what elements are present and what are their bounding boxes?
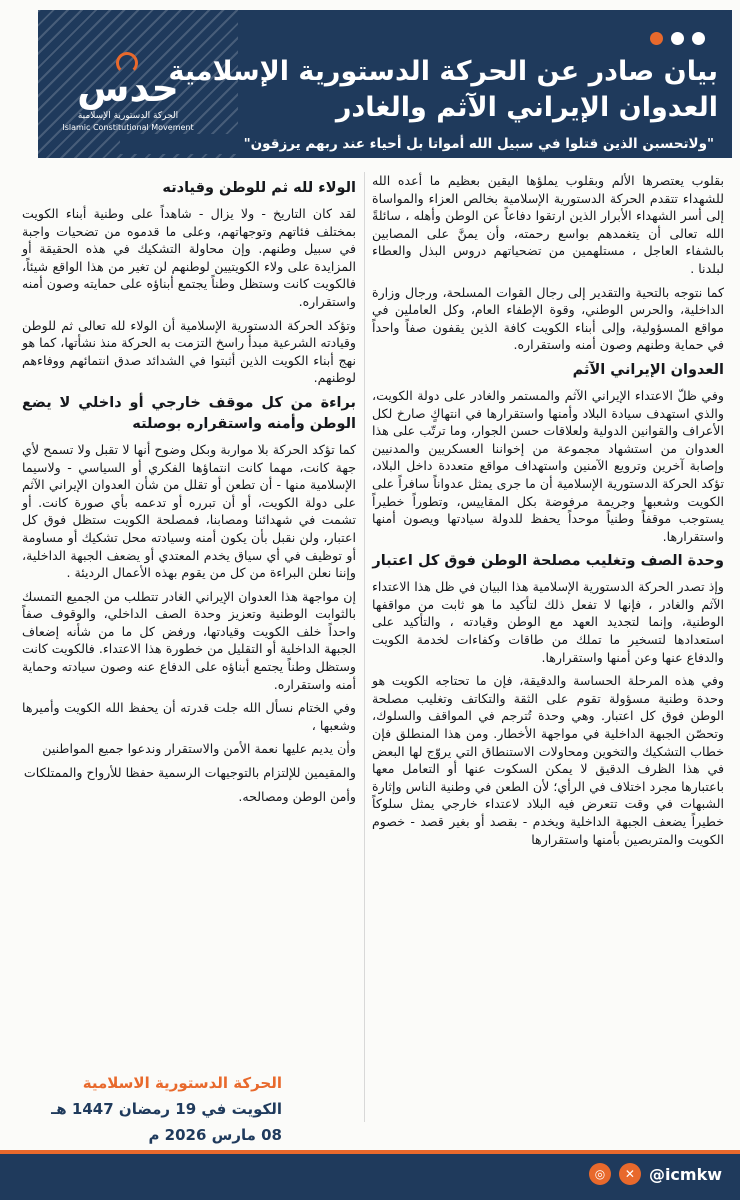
paragraph: وفي الختام نسأل الله جلت قدرته أن يحفظ الله الكويت وأميرها وشعبها ، bbox=[22, 700, 356, 733]
paragraph: إن مواجهة هذا العدوان الإيراني الغادر تتطلب من الجميع التمسك بالثوابت الوطنية وتعزيز وحدة الصف الداخلي، والوقوف صفاً واحداً خلف الكويت وقيادتها، ورفض كل ما من شأنه إضعاف الجبهة الداخلية أو التقليل من خطورة هذا الاعتداء. فالكويت كانت وستظل وطناً يجتمع أبناؤه على الدفاع عنه وصون سيادته وحماية أمنه واستقراره. bbox=[22, 588, 356, 692]
left-column bbox=[22, 172, 356, 811]
signature-gregorian-date: 08 مارس 2026 م bbox=[148, 1126, 282, 1144]
handle-text: @icmkw bbox=[648, 1164, 722, 1184]
orange-dot-icon bbox=[650, 32, 663, 45]
paragraph: وأمن الوطن ومصالحه. bbox=[238, 788, 356, 804]
paragraph: وتؤكد الحركة الدستورية الإسلامية أن الولاء لله تعالى ثم للوطن وقيادته الشرعية مبدأ راسخ التزمت به الحركة منذ نشأتها، كما هو نهج أبناء الكويت الذين أثبتوا في الشدائد صدق انتمائهم ووفاءهم لوطنهم. bbox=[22, 317, 356, 386]
logo-mark: حدس bbox=[77, 66, 179, 110]
signature-organization: الحركة الدستورية الاسلامية bbox=[82, 1074, 282, 1092]
page-subtitle: العدوان الإيراني الآثم والغادر bbox=[335, 92, 718, 123]
section-heading: العدوان الإيراني الآثم bbox=[572, 361, 724, 378]
signature-hijri-date: الكويت في 19 رمضان 1447 هـ bbox=[51, 1100, 282, 1118]
section-heading: براءة من كل موقف خارجي أو داخلي لا يضع الوطن وأمنه واستقراره بوصلته bbox=[22, 394, 356, 432]
logo-subtitle-en: Islamic Constitutional Movement bbox=[62, 123, 194, 132]
paragraph: وفي ظلّ الاعتداء الإيراني الآثم والمستمر والغادر على دولة الكويت، والذي استهدف سيادة البلاد وأمنها واستقرارها في انتهاكٍ صارخ لكل الأعراف والقوانين الدولية ولعلاقات حسن الجوار، وما ترتّب على هذا العدوان من استشهاد مجموعة من إخواننا العسكريين والمدنيين وإصابة آخرين وترويع الآمنين واستهداف مواقع متعددة داخل البلاد، تؤكد الحركة الدستورية الإسلامية أن ما جرى يمثل عدواناً سافراً على الكويت وشعبها وجريمة مرفوضة بكل المقاييس، وتطوراً خطيراً يستوجب موقفاً وطنياً موحداً يحفظ للدولة سيادتها ويصون أمنها واستقرارها. bbox=[372, 387, 724, 544]
right-column bbox=[372, 172, 724, 854]
paragraph: بقلوب يعتصرها الألم وبقلوب يملؤها اليقين بعظيم ما أعده الله للشهداء تتقدم الحركة الدستورية الإسلامية بخالص العزاء والمواساة إلى أسر الشهداء الأبرار الذين ارتقوا دفاعاً عن الوطن وأهله ، سائلةً الله تعالى أن يتغمدهم بواسع رحمته، وأن يمنَّ على المصابين بالشفاء العاجل ، مستلهمين من تضحياتهم دروس البذل والعطاء لبلدنا . bbox=[372, 173, 724, 276]
logo-subtitle-ar: الحركة الدستورية الإسلامية bbox=[77, 111, 179, 121]
instagram-icon: ◎ bbox=[589, 1163, 611, 1185]
window-dots bbox=[650, 32, 705, 45]
quran-quote: "ولاتحسبن الذين قتلوا في سبيل الله أمواتا بل أحياء عند ربهم يرزقون" bbox=[120, 134, 720, 154]
statement-body bbox=[0, 172, 740, 1132]
paragraph: كما نتوجه بالتحية والتقدير إلى رجال القوات المسلحة، ورجال وزارة الداخلية، والحرس الوطني، وقوة الإطفاء العام، وكل العاملين في مواقع المسؤولية، وإلى أبناء الكويت كافة الذين يقفون صفاً واحداً في حماية وطنهم وصون أمنه واستقراره. bbox=[372, 284, 724, 353]
page-title: بيان صادر عن الحركة الدستورية الإسلامية bbox=[168, 56, 718, 87]
logo-ring-icon bbox=[116, 52, 138, 74]
social-handle[interactable] bbox=[589, 1163, 722, 1185]
white-dot-icon bbox=[671, 32, 684, 45]
paragraph: والمقيمين للإلتزام بالتوجيهات الرسمية حفظا للأرواح والممتلكات bbox=[23, 765, 356, 781]
twitter-icon: ✕ bbox=[619, 1163, 641, 1185]
paragraph: وإذ تصدر الحركة الدستورية الإسلامية هذا البيان في ظل هذا الاعتداء الآثم والغادر ، فإنها لا تفعل ذلك لتأكيد ما هو ثابت من مواقفها الوطنية، وإنما لتجديد العهد مع الوطن وقيادته ، والتأكيد على استعدادها لتسخير ما تملك من طاقات وكفاءات لخدمة الكويت والدفاع عنها وعن أمنها واستقرارها. bbox=[372, 579, 724, 665]
section-heading: الولاء لله ثم للوطن وقيادته bbox=[162, 180, 356, 196]
paragraph: وفي هذه المرحلة الحساسة والدقيقة، فإن ما تحتاجه الكويت هو وحدة وطنية مسؤولة تقوم على الثقة والتكاتف وتغليب مصلحة الوطن فوق كل اعتبار. وهي وحدة تُترجم في المواقف والسلوك، وتحصّن الجبهة الداخلية في مواجهة الأخطار. ومن هذا المنطلق فإن خطاب التشكيك والتخوين ومحاولات الاستنطاق التي يروّج لها البعض في هذا الظرف الدقيق لا يمكن السكوت عنها أو التعامل معها باعتبارها مجرد اختلاف في الرأي؛ لأن الطعن في وطنية الناس وإثارة الشبهات في وقت تتعرض فيه البلاد لاعتداء خارجي يمثل سلوكاً خطيراً يضعف الجبهة الداخلية ويخدم - بقصد أو بغير قصد - خصوم الكويت والمتربصين بأمنها واستقرارها bbox=[372, 673, 724, 847]
section-heading: وحدة الصف وتغليب مصلحة الوطن فوق كل اعتبار bbox=[372, 553, 724, 570]
column-divider bbox=[364, 172, 365, 1122]
paragraph: وأن يديم عليها نعمة الأمن والاستقرار وندعوا جميع المواطنين bbox=[42, 741, 356, 757]
footer-bar bbox=[0, 1150, 740, 1200]
paragraph: لقد كان التاريخ - ولا يزال - شاهداً على وطنية أبناء الكويت بمختلف فئاتهم وتوجهاتهم، وعلى ما قدموه من تضحيات واجبة في سبيل وطنهم. وإن محاولة التشكيك في هذه الحقيقة أو المزايدة على ولاء الكويتيين لوطنهم لن تغير من هذا الواقع شيئاً، فالكويت كانت وستظل وطناً يجتمع أبناؤه على حمايته وصون أمنه واستقراره. bbox=[21, 206, 356, 309]
signature-block bbox=[22, 1070, 282, 1148]
title-block bbox=[168, 54, 718, 126]
paragraph: كما تؤكد الحركة بلا مواربة وبكل وضوح أنها لا تقبل ولا تسمح لأي جهة كانت، مهما كانت انتماؤها الفكري أو السياسي - ولاسيما الإسلامية منها - أن تطعن أو تقلل من شأن العدوان الإيراني الآثم على دولة الكويت، أو أن تبرره أو تدعمه بأي صورة كانت. أو تشمت في شهدائنا ومصابنا، فمصلحة الكويت ستظل فوق كل اعتبار، ولن نقبل بأن يكون أمنه وسيادته محل تشكيك أو مساومة أو توظيف في أي سياق يخدم المعتدي أو يضعف الجبهة الداخلية، وإننا نعلن البراءة من كل من يقوم بهذه الأعمال الرديئة . bbox=[22, 441, 356, 581]
white-dot-icon bbox=[692, 32, 705, 45]
footer-accent-line bbox=[0, 1150, 740, 1154]
